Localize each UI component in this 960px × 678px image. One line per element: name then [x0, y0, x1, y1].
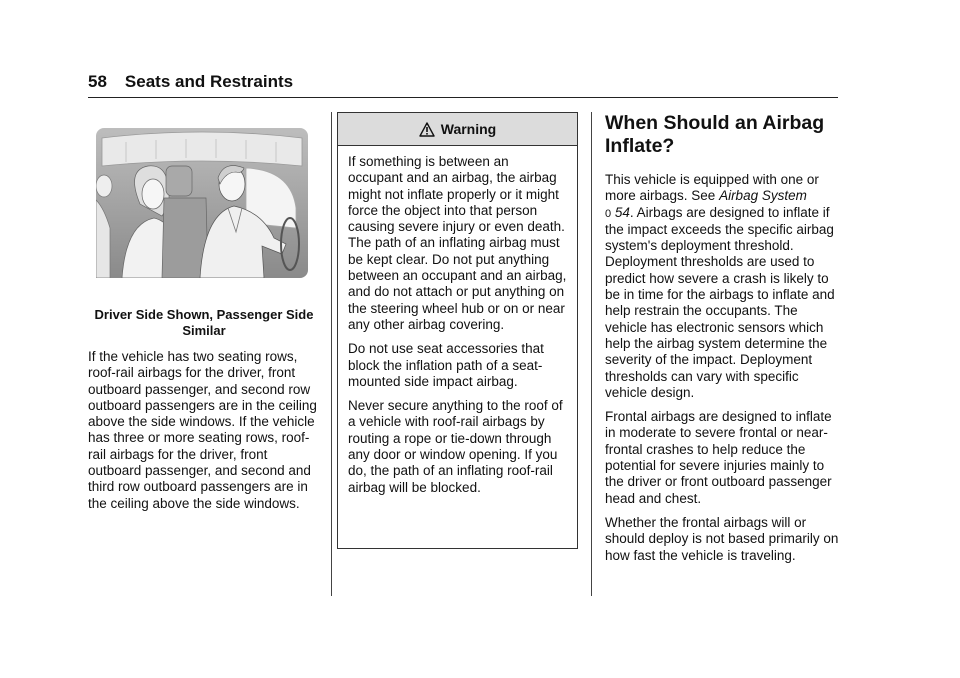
section-title-header: Seats and Restraints [124, 72, 294, 91]
warning-paragraph: If something is between an occupant and an airbag, the airbag might not inflate properly or it might force the object into that person causing severe injury or even death. The path of an inflating airbag must be kept clear. Do not put anything between an occupant and an airbag, and do not attach or put anything on the steering wheel hub or on or near any other airbag covering. [348, 154, 567, 332]
warning-paragraph: Never secure anything to the roof of a vehicle with roof-rail airbags by routing a rope or tie-down through any door or window opening. If you do, the path of an inflating roof-rail airbag will be blocked. [348, 398, 563, 495]
page-reference[interactable]: 54 [614, 204, 630, 220]
warning-title: Warning [440, 121, 497, 137]
warning-box [337, 112, 578, 549]
page-header [88, 72, 836, 92]
page-reference-icon: 0 [605, 207, 612, 220]
page-number: 58 [88, 72, 107, 91]
body-paragraph: This vehicle is equipped with one or more airbags. See Airbag System 0 54. Airbags are designed to inflate if the impact exceeds the specific airbag system's deployment threshold. Deployment thresholds are used to predict how severe a crash is likely to be in time for the airbags to inflate and help restrain the occupants. The vehicle has electronic sensors which help the airbag system determine the severity of the impact. Deployment thresholds can vary with specific vehicle design. [605, 172, 835, 400]
section-heading: When Should an Airbag Inflate? [605, 112, 825, 157]
column-divider-left [331, 112, 332, 596]
body-paragraph: If the vehicle has two seating rows, roof-rail airbags for the driver, front outboard passenger, and second row outboard passengers are in the ceiling above the side windows. If the vehicle has three or more seating rows, roof-rail airbags for the driver, front outboard passenger, and second and third row outboard passengers are in the ceiling above the side windows. [88, 349, 317, 511]
warning-paragraph: Do not use seat accessories that block the inflation path of a seat-mounted side impact airbag. [348, 341, 544, 389]
column-left [88, 128, 320, 520]
warning-header [338, 113, 577, 146]
figure-caption: Driver Side Shown, Passenger Side Similar [94, 307, 314, 338]
column-divider-right [591, 112, 592, 596]
header-rule [88, 97, 838, 98]
column-right [605, 112, 841, 572]
cross-reference-link[interactable]: Airbag System [719, 188, 807, 204]
body-paragraph: Whether the frontal airbags will or should deploy is not based primarily on how fast the vehicle is traveling. [605, 514, 839, 563]
warning-body [338, 146, 577, 496]
roof-rail-airbag-illustration [96, 128, 308, 278]
caution-triangle-icon [419, 122, 435, 137]
body-paragraph: Frontal airbags are designed to inflate in moderate to severe frontal or near-frontal crashes to help reduce the potential for severe injuries mainly to the driver or front outboard passenger head and chest. [605, 409, 832, 506]
